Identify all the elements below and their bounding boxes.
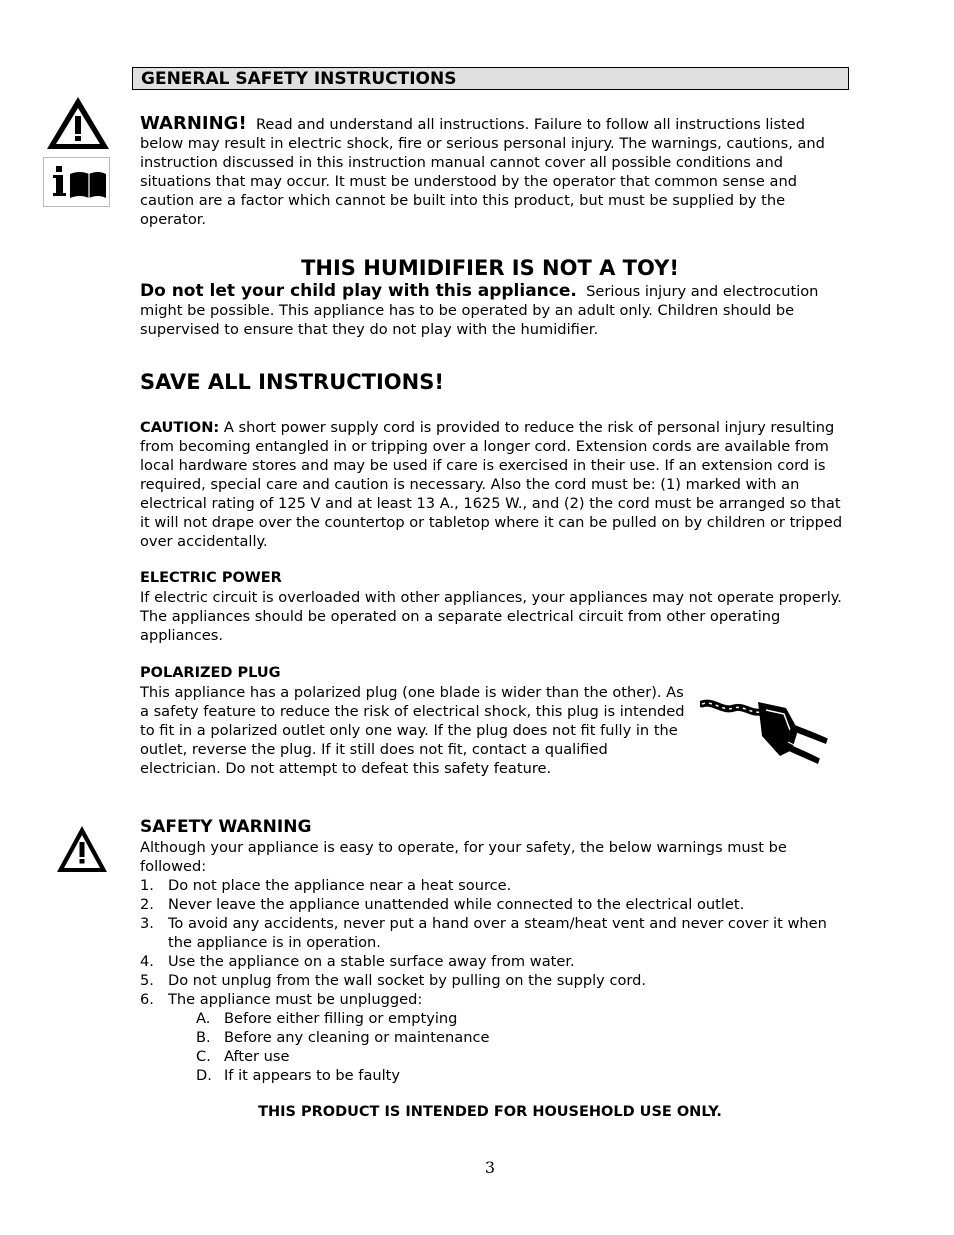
list-item [196,1009,845,1028]
warning-triangle-icon [55,824,109,879]
list-number: 2. [140,896,154,913]
save-instructions-title [140,369,845,395]
warning-label: WARNING! [140,113,247,134]
safety-warning-intro: Although your appliance is easy to operate, for your safety, the below warnings must be followed: [140,839,787,875]
list-number: 4. [140,953,154,970]
list-item [196,1047,845,1066]
list-text: Use the appliance on a stable surface away from water. [168,953,575,970]
electric-power-title: ELECTRIC POWER [140,570,282,586]
warning-text: Read and understand all instructions. Failure to follow all instructions listed below may result in electric shock, fire or serious personal injury. The warnings, cautions, and instruction discussed in this instruction manual cannot cover all possible conditions and situations that may occur. It must be understood by the operator that common sense and caution are a factor which cannot be built into this product, but must be supplied by the operator. [140,116,825,228]
list-text: To avoid any accidents, never put a hand over a steam/heat vent and never cover it when the appliance is in operation. [168,915,827,951]
list-item [140,952,845,971]
list-text: Never leave the appliance unattended while connected to the electrical outlet. [168,896,745,913]
toy-title: THIS HUMIDIFIER IS NOT A TOY! [301,256,679,280]
read-manual-icon [43,157,110,207]
list-item [140,876,845,895]
caution-label: CAUTION: [140,419,220,436]
list-letter: A. [196,1010,211,1027]
polarized-plug-text: This appliance has a polarized plug (one blade is wider than the other). As a safety feature to reduce the risk of electrical shock, this plug is intended to fit in a polarized outlet only one way. If the plug does not fit fully in the outlet, reverse the plug. If it still does not fit, contact a qualified electrician. Do not attempt to defeat this safety feature. [140,684,685,777]
list-number: 3. [140,915,154,932]
toy-paragraph [140,282,845,339]
polarized-plug-title: POLARIZED PLUG [140,665,281,681]
warning-triangle-icon [44,94,112,157]
list-letter: D. [196,1067,212,1084]
not-a-toy-title [140,255,840,281]
save-title: SAVE ALL INSTRUCTIONS! [140,370,444,394]
page-number: 3 [484,1158,496,1177]
list-letter: B. [196,1029,211,1046]
polarized-plug-icon [700,690,834,769]
household-use-note: THIS PRODUCT IS INTENDED FOR HOUSEHOLD USE ONLY. [258,1104,722,1120]
safety-warning-section [140,816,845,1085]
list-item [140,914,845,952]
list-item [140,895,845,914]
toy-text: Serious injury and electrocution might be possible. This appliance has to be operated by an adult only. Children should be supervised to ensure that they do not play with the humidifier. [140,283,819,338]
list-text: Do not unplug from the wall socket by pulling on the supply cord. [168,972,647,989]
list-number: 6. [140,991,154,1008]
list-text: Before any cleaning or maintenance [224,1029,490,1046]
safety-warning-title: SAFETY WARNING [140,817,312,837]
list-text: The appliance must be unplugged: [168,991,423,1008]
list-letter: C. [196,1048,211,1065]
list-number: 1. [140,877,154,894]
list-item [140,990,845,1009]
polarized-plug-section [140,664,688,778]
electric-power-section [140,569,845,645]
electric-power-text: If electric circuit is overloaded with other appliances, your appliances may not operate properly. The appliances should be operated on a separate electrical circuit from other operating appliances. [140,589,842,644]
section-header: GENERAL SAFETY INSTRUCTIONS [132,67,849,90]
list-text: After use [224,1048,290,1065]
safety-list [140,876,845,1009]
list-item [140,971,845,990]
list-text: If it appears to be faulty [224,1067,401,1084]
list-text: Do not place the appliance near a heat source. [168,877,512,894]
caution-paragraph [140,418,845,551]
list-item [196,1028,845,1047]
list-number: 5. [140,972,154,989]
list-text: Before either filling or emptying [224,1010,458,1027]
unplug-sublist [140,1009,845,1085]
toy-lead: Do not let your child play with this appliance. [140,281,577,301]
list-item [196,1066,845,1085]
caution-text: A short power supply cord is provided to reduce the risk of personal injury resulting from becoming entangled in or tripping over a longer cord. Extension cords are available from local hardware stores and may be used if care is exercised in their use. If an extension cord is required, special care and caution is necessary. Also the cord must be: (1) marked with an electrical rating of 125 V and at least 13 A., 1625 W., and (2) the cord must be arranged so that it will not drape over the countertop or tabletop where it can be pulled on by children or tripped over accidentally. [140,419,843,550]
warning-paragraph [140,114,845,229]
